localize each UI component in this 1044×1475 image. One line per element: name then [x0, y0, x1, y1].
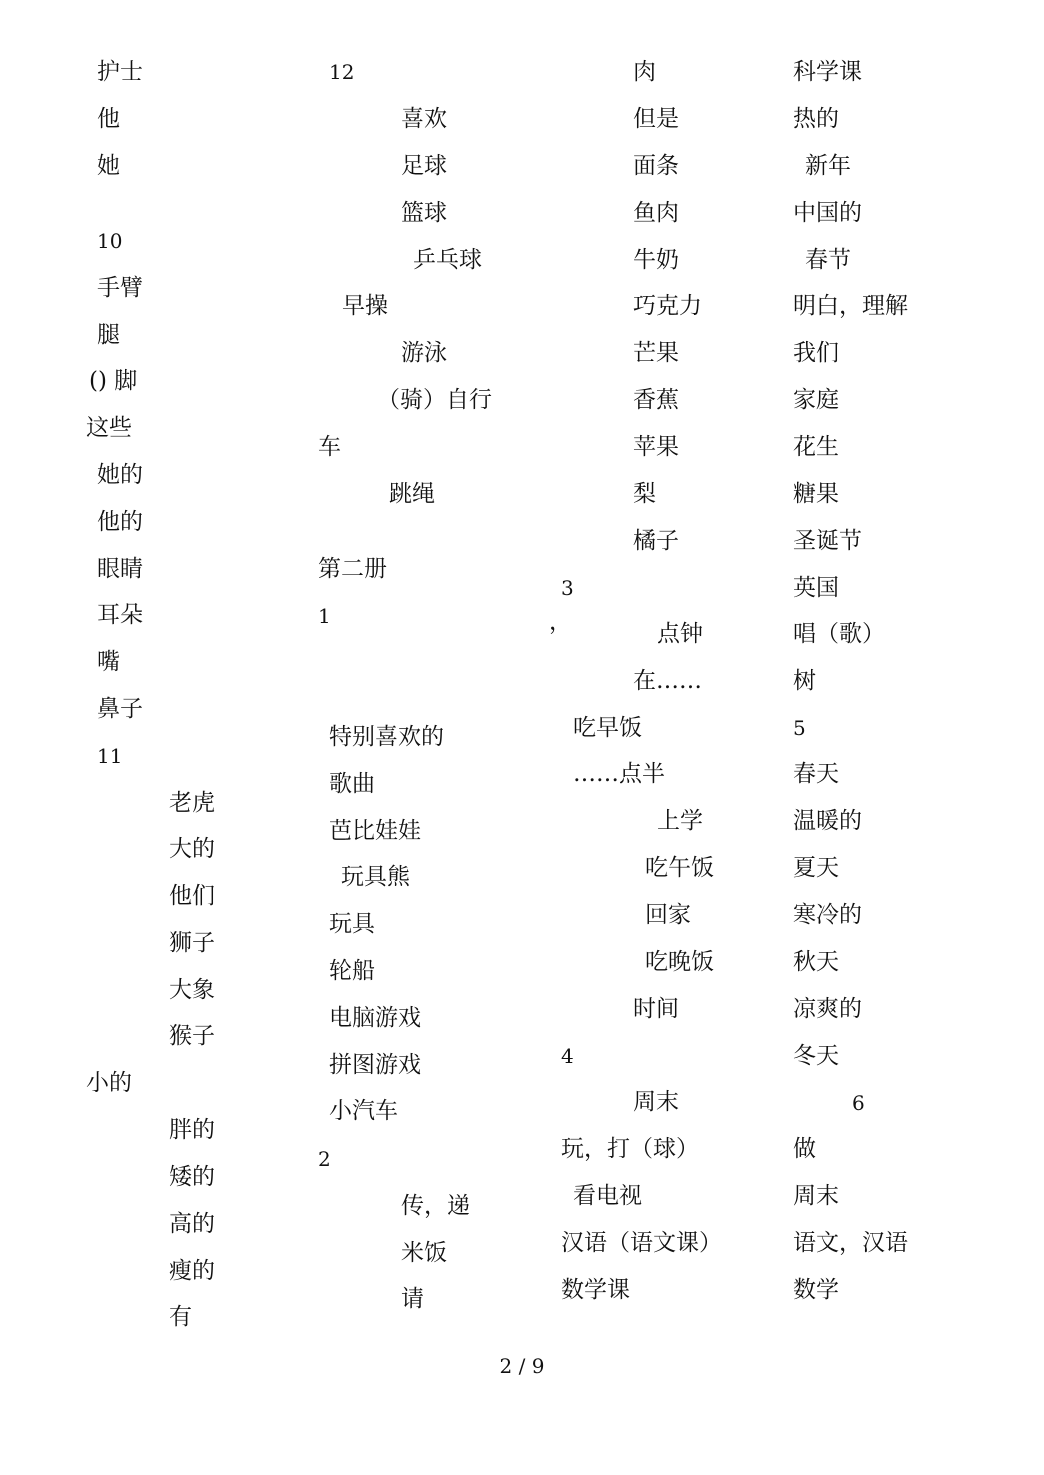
vocab-word: 橘子: [633, 528, 679, 554]
vocab-word: 凉爽的: [793, 996, 862, 1022]
vocab-word: 鼻子: [97, 696, 143, 722]
vocab-word: 第二册: [318, 556, 387, 582]
vocab-word: 吃早饭: [573, 715, 642, 741]
vocab-word: 小汽车: [329, 1098, 398, 1124]
vocab-word: 做: [793, 1136, 816, 1162]
vocab-word: 10: [97, 229, 123, 253]
vocab-word: 冬天: [793, 1043, 839, 1069]
vocab-word: 数学: [793, 1277, 839, 1303]
vocab-word: 手臂: [97, 275, 143, 301]
vocab-word: 请: [401, 1286, 424, 1312]
vocab-word: 她: [97, 153, 120, 179]
vocab-word: 足球: [401, 153, 447, 179]
vocab-word: 回家: [645, 902, 691, 928]
vocab-word: 她的: [97, 462, 143, 488]
vocab-word: 树: [793, 668, 816, 694]
vocab-word: 花生: [793, 434, 839, 460]
vocab-word: 5: [793, 716, 806, 740]
vocab-word: 科学课: [793, 59, 862, 85]
vocab-word: 他们: [169, 883, 215, 909]
vocab-word: 3: [561, 576, 574, 600]
vocab-word: 大的: [169, 836, 215, 862]
vocab-word: 耳朵: [97, 602, 143, 628]
vocab-word: 春节: [805, 247, 851, 273]
vocab-word: 上学: [657, 808, 703, 834]
vocab-word: （骑）自行: [377, 387, 492, 413]
vocab-word: 狮子: [169, 930, 215, 956]
vocab-word: 梨: [633, 481, 656, 507]
vocab-word: 点钟: [657, 621, 703, 647]
vocab-word: 面条: [633, 153, 679, 179]
vocab-word: 唱（歌）: [793, 621, 885, 647]
vocab-word: 吃晚饭: [645, 949, 714, 975]
vocab-word: 看电视: [573, 1183, 642, 1209]
vocab-word: 猴子: [169, 1023, 215, 1049]
vocab-word: 春天: [793, 761, 839, 787]
vocab-word: 2: [318, 1147, 331, 1171]
vocab-word: 轮船: [329, 958, 375, 984]
vocab-word: 喜欢: [401, 106, 447, 132]
vocab-word: 中国的: [793, 200, 862, 226]
vocab-word: 矮的: [169, 1164, 215, 1190]
vocab-word: ……点半: [573, 761, 665, 787]
vocab-word: 新年: [805, 153, 851, 179]
vocab-word: 高的: [169, 1211, 215, 1237]
vocab-word: 腿: [97, 322, 120, 348]
vocab-word: 鱼肉: [633, 200, 679, 226]
vocab-word: 数学课: [561, 1277, 630, 1303]
vocab-word: 老虎: [169, 790, 215, 816]
vocab-word: 秋天: [793, 949, 839, 975]
vocab-word: 小的: [86, 1070, 132, 1096]
vocab-word: 芭比娃娃: [329, 818, 421, 844]
vocab-word: 1: [318, 604, 331, 628]
vocab-word: 他的: [97, 509, 143, 535]
vocab-word: 周末: [633, 1089, 679, 1115]
vocab-word: 周末: [793, 1183, 839, 1209]
vocab-word: 传，递: [401, 1193, 470, 1219]
page-number: 2 / 9: [499, 1354, 545, 1378]
vocab-word: 电脑游戏: [329, 1005, 421, 1031]
vocab-word: () 脚: [89, 368, 138, 394]
vocab-word: 玩，打（球）: [561, 1136, 699, 1162]
vocab-word: 明白，理解: [793, 293, 908, 319]
vocab-word: 巧克力: [633, 293, 702, 319]
vocab-word: 歌曲: [329, 771, 375, 797]
vocab-word: ，: [549, 609, 572, 635]
vocab-word: 6: [852, 1091, 865, 1115]
vocab-word: 芒果: [633, 340, 679, 366]
vocab-word: 瘦的: [169, 1258, 215, 1284]
vocab-word: 寒冷的: [793, 902, 862, 928]
vocab-word: 11: [97, 744, 123, 768]
vocab-word: 护士: [97, 59, 143, 85]
vocab-word: 有: [169, 1304, 192, 1330]
vocab-word: 米饭: [401, 1240, 447, 1266]
vocab-word: 乒乓球: [413, 247, 482, 273]
vocab-word: 糖果: [793, 481, 839, 507]
vocab-word: 车: [318, 434, 341, 460]
vocab-word: 汉语（语文课）: [561, 1230, 722, 1256]
vocab-word: 胖的: [169, 1117, 215, 1143]
vocab-word: 但是: [633, 106, 679, 132]
vocab-word: 这些: [86, 415, 132, 441]
vocab-word: 早操: [342, 293, 388, 319]
vocab-word: 吃午饭: [645, 855, 714, 881]
vocab-word: 特别喜欢的: [329, 724, 444, 750]
vocab-word: 牛奶: [633, 247, 679, 273]
vocab-word: 他: [97, 106, 120, 132]
vocab-word: 拼图游戏: [329, 1052, 421, 1078]
vocab-word: 肉: [633, 59, 656, 85]
vocab-word: 香蕉: [633, 387, 679, 413]
vocab-word: 热的: [793, 106, 839, 132]
vocab-word: 圣诞节: [793, 528, 862, 554]
vocab-word: 嘴: [97, 649, 120, 675]
vocab-word: 家庭: [793, 387, 839, 413]
vocab-word: 4: [561, 1044, 574, 1068]
vocab-word: 苹果: [633, 434, 679, 460]
vocab-word: 12: [329, 60, 355, 84]
vocab-word: 英国: [793, 575, 839, 601]
vocab-word: 篮球: [401, 200, 447, 226]
vocab-word: 时间: [633, 996, 679, 1022]
vocab-word: 大象: [169, 977, 215, 1003]
vocab-word: 跳绳: [389, 481, 435, 507]
vocab-word: 游泳: [401, 340, 447, 366]
vocab-word: 语文，汉语: [793, 1230, 908, 1256]
vocab-word: 眼睛: [97, 556, 143, 582]
vocab-word: 夏天: [793, 855, 839, 881]
vocab-word: 玩具: [329, 911, 375, 937]
vocab-word: 在……: [633, 668, 702, 694]
vocab-word: 温暖的: [793, 808, 862, 834]
vocab-word: 玩具熊: [341, 864, 410, 890]
vocab-word: 我们: [793, 340, 839, 366]
